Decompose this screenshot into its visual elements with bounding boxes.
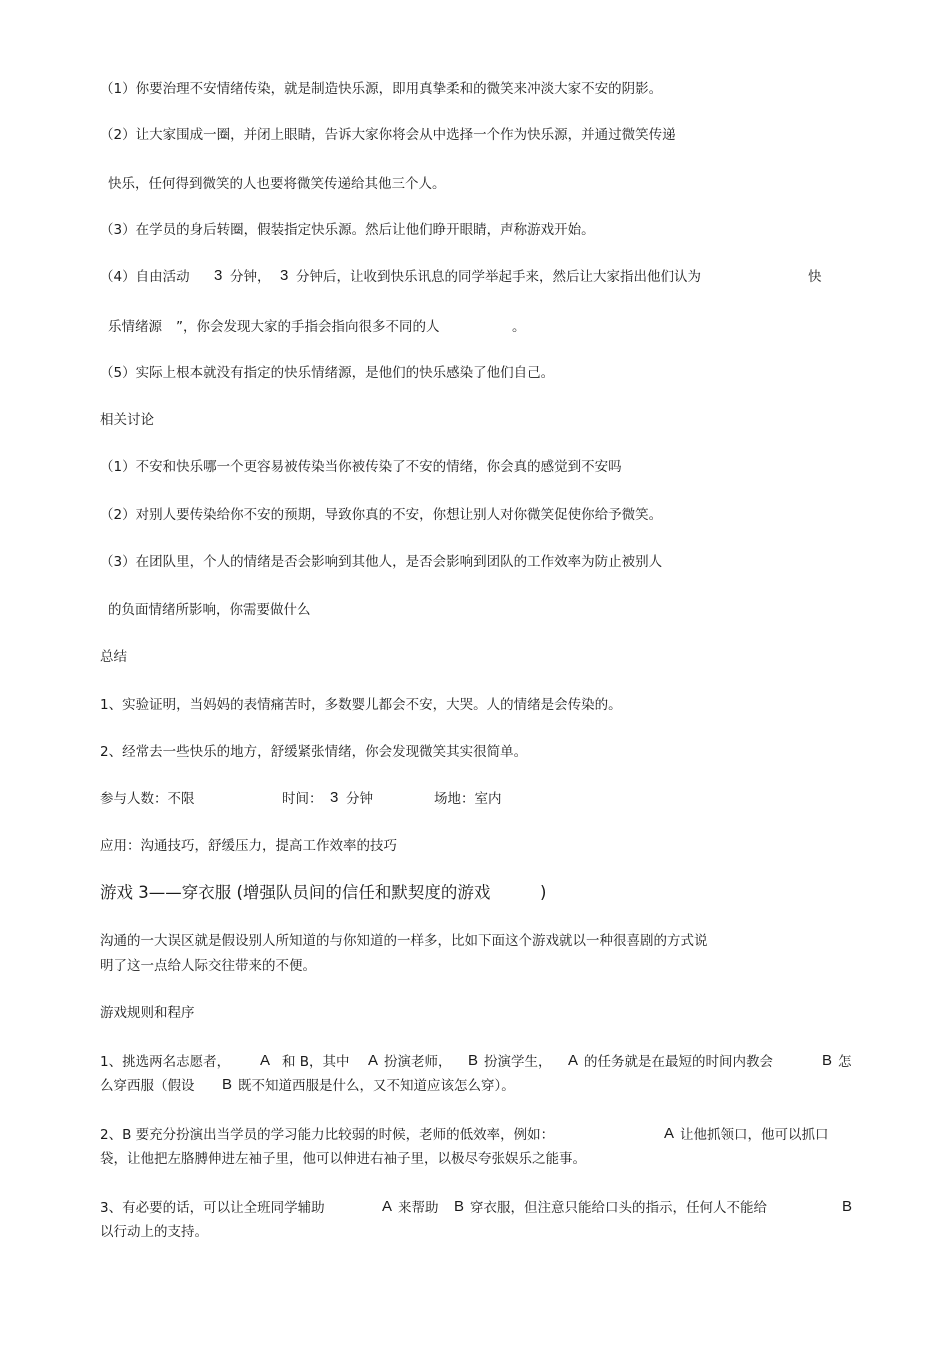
step-4-line-2-part-1: 乐情绪源 <box>108 319 162 335</box>
rule-3-part-1: 3、有必要的话，可以让全班同学辅助 <box>100 1200 325 1216</box>
rule-1-part-2: 和 B，其中 <box>282 1054 350 1070</box>
step-4-number-2: 3 <box>280 267 289 284</box>
step-4-line-2-part-3: 。 <box>512 319 526 335</box>
step-2-line-1: （2）让大家围成一圈，并闭上眼睛，告诉大家你将会从中选择一个作为快乐源，并通过微笑传递 <box>100 127 676 143</box>
discussion-1: （1）不安和快乐哪一个更容易被传染当你被传染了不安的情绪，你会真的感觉到不安吗 <box>100 459 622 475</box>
step-3: （3）在学员的身后转圈，假装指定快乐源。然后让他们睁开眼睛，声称游戏开始。 <box>100 222 595 238</box>
rule-3-letter-a: A <box>382 1198 393 1215</box>
game-3-intro-line-2: 明了这一点给人际交往带来的不便。 <box>100 958 316 974</box>
rule-1-letter-b: B <box>468 1052 479 1069</box>
step-4-line-1-part-3: 分钟后，让收到快乐讯息的同学举起手来，然后让大家指出他们认为 <box>296 269 701 285</box>
rule-1-part-1: 1、挑选两名志愿者， <box>100 1054 231 1070</box>
rule-3-part-3: 穿衣服，但注意只能给口头的指示，任何人不能给 <box>470 1200 767 1216</box>
time-unit: 分钟 <box>346 791 373 807</box>
time-number: 3 <box>330 789 339 806</box>
rule-1-part-3: 扮演老师， <box>384 1054 452 1070</box>
step-1: （1）你要治理不安情绪传染，就是制造快乐源，即用真挚柔和的微笑来冲淡大家不安的阴影。 <box>100 81 663 97</box>
rule-2-line-2: 袋，让他把左胳膊伸进左袖子里，他可以伸进右袖子里，以极尽夸张娱乐之能事。 <box>100 1151 586 1167</box>
rule-3-part-2: 来帮助 <box>398 1200 439 1216</box>
rule-1-line-2-part-2: 既不知道西服是什么，又不知道应该怎么穿）。 <box>238 1078 515 1094</box>
rule-1-part-4: 扮演学生， <box>484 1054 552 1070</box>
discussion-heading: 相关讨论 <box>100 412 154 428</box>
rule-3-letter-b-2: B <box>842 1198 853 1215</box>
summary-point-1: 1、实验证明，当妈妈的表情痛苦时，多数婴儿都会不安，大哭。人的情绪是会传染的。 <box>100 697 622 713</box>
step-5: （5）实际上根本就没有指定的快乐情绪源，是他们的快乐感染了他们自己。 <box>100 365 555 381</box>
rule-1-part-6: 怎 <box>838 1054 852 1070</box>
game-3-title-close: ) <box>540 883 547 902</box>
venue: 场地：室内 <box>434 791 502 807</box>
rule-1-letter-a: A <box>260 1052 271 1069</box>
step-4-number-1: 3 <box>214 267 223 284</box>
game-3-title: 游戏 3——穿衣服 (增强队员间的信任和默契度的游戏 <box>100 883 491 902</box>
step-4-line-1-part-1: （4）自由活动 <box>100 269 190 285</box>
application: 应用：沟通技巧，舒缓压力，提高工作效率的技巧 <box>100 838 397 854</box>
rule-2-part-2: 让他抓领口，他可以抓口 <box>680 1127 829 1143</box>
time-label: 时间： <box>282 791 323 807</box>
rule-2-part-1: 2、B 要充分扮演出当学员的学习能力比较弱的时候，老师的低效率，例如： <box>100 1127 555 1143</box>
discussion-3-line-1: （3）在团队里，个人的情绪是否会影响到其他人，是否会影响到团队的工作效率为防止被别人 <box>100 554 663 570</box>
step-4-line-1-part-2: 分钟， <box>230 269 271 285</box>
participants: 参与人数：不限 <box>100 791 195 807</box>
game-3-intro-line-1: 沟通的一大误区就是假设别人所知道的与你知道的一样多，比如下面这个游戏就以一种很喜剧的方式说 <box>100 933 708 949</box>
rule-2-letter-a: A <box>664 1125 675 1142</box>
summary-point-2: 2、经常去一些快乐的地方，舒缓紧张情绪，你会发现微笑其实很简单。 <box>100 744 528 760</box>
rules-heading: 游戏规则和程序 <box>100 1005 195 1021</box>
rule-1-letter-a-2: A <box>368 1052 379 1069</box>
rule-1-line-2-part-1: 么穿西服（假设 <box>100 1078 195 1094</box>
rule-3-line-2: 以行动上的支持。 <box>100 1224 208 1240</box>
discussion-2: （2）对别人要传染给你不安的预期，导致你真的不安，你想让别人对你微笑促使你给予微笑。 <box>100 507 663 523</box>
step-2-line-2: 快乐，任何得到微笑的人也要将微笑传递给其他三个人。 <box>108 176 446 192</box>
step-4-line-2-part-2: ”，你会发现大家的手指会指向很多不同的人 <box>176 319 440 335</box>
rule-1-line-2-letter-b: B <box>222 1076 233 1093</box>
rule-1-part-5: 的任务就是在最短的时间内教会 <box>584 1054 773 1070</box>
rule-3-letter-b: B <box>454 1198 465 1215</box>
step-4-line-1-part-4: 快 <box>808 269 822 285</box>
rule-1-letter-a-3: A <box>568 1052 579 1069</box>
summary-heading: 总结 <box>100 649 127 665</box>
discussion-3-line-2: 的负面情绪所影响，你需要做什么 <box>108 602 311 618</box>
rule-1-letter-b-2: B <box>822 1052 833 1069</box>
